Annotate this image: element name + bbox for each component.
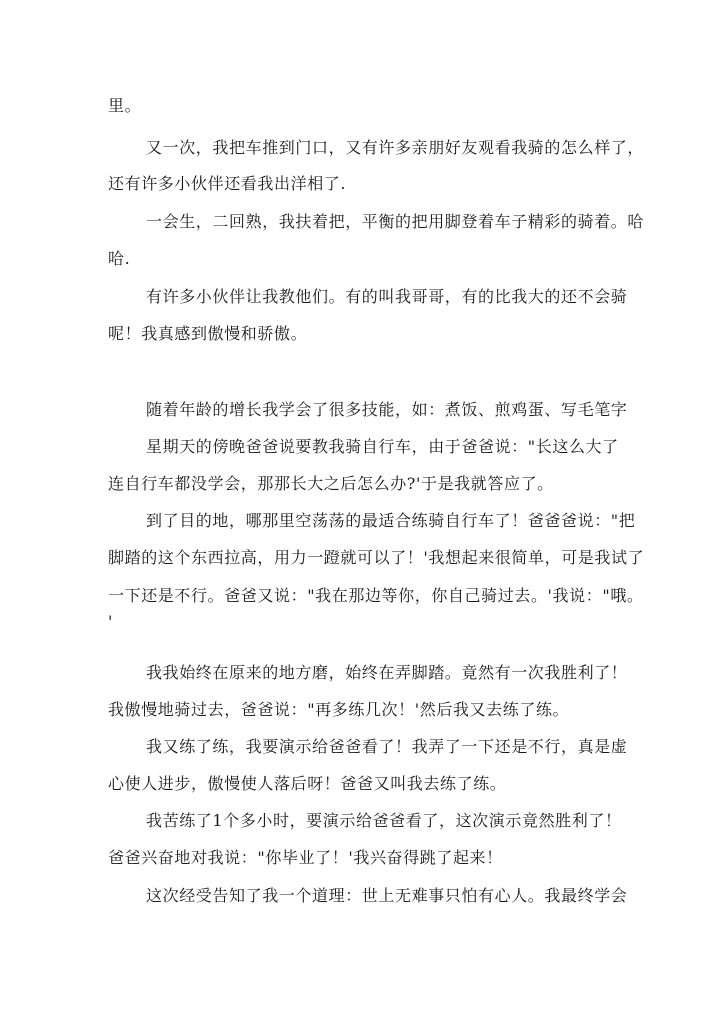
text-line: 星期天的傍晚爸爸说要教我骑自行车，由于爸爸说："长这么大了 bbox=[146, 437, 619, 456]
text-line: 我我始终在原来的地方磨，始终在弄脚踏。竟然有一次我胜利了！ bbox=[146, 663, 628, 682]
text-line: 脚踏的这个东西拉高，用力一蹬就可以了！'我想起来很简单，可是我试了 bbox=[108, 548, 645, 567]
text-line: ' bbox=[108, 612, 113, 631]
text-line: 随着年龄的增长我学会了很多技能，如：煮饭、煎鸡蛋、写毛笔字 bbox=[146, 400, 628, 419]
text-line: 我又练了练，我要演示给爸爸看了！我弄了一下还是不行，真是虚 bbox=[146, 737, 628, 756]
text-line: 呢！我真感到傲慢和骄傲。 bbox=[108, 324, 308, 343]
text-line: 我苦练了1个多小时，要演示给爸爸看了，这次演示竟然胜利了！ bbox=[146, 811, 622, 830]
text-line: 一下还是不行。爸爸又说："我在那边等你，你自己骑过去。'我说："哦。 bbox=[108, 586, 644, 605]
text-line: 一会生，二回熟，我扶着把，平衡的把用脚登着车子精彩的骑着。哈 bbox=[146, 212, 645, 231]
text-line: 里。 bbox=[108, 96, 142, 115]
text-line: 有许多小伙伴让我教他们。有的叫我哥哥，有的比我大的还不会骑 bbox=[146, 287, 628, 306]
text-line: 哈. bbox=[108, 249, 131, 268]
text-line: 爸爸兴奋地对我说："你毕业了！'我兴奋得跳了起来！ bbox=[108, 848, 503, 867]
text-line: 我傲慢地骑过去，爸爸说："再多练几次！'然后我又去练了练。 bbox=[108, 700, 570, 719]
text-line: 连自行车都没学会，那那长大之后怎么办?'于是我就答应了。 bbox=[108, 474, 554, 493]
text-line: 这次经受告知了我一个道理：世上无难事只怕有心人。我最终学会 bbox=[146, 886, 628, 905]
text-line: 又一次，我把车推到门口，又有许多亲朋好友观看我骑的怎么样了， bbox=[146, 138, 645, 157]
text-line: 还有许多小伙伴还看我出洋相了. bbox=[108, 174, 347, 193]
text-line: 到了目的地，哪那里空荡荡的最适合练骑自行车了！爸爸爸说："把 bbox=[146, 511, 636, 530]
text-line: 心使人进步，傲慢使人落后呀！爸爸又叫我去练了练。 bbox=[108, 774, 507, 793]
